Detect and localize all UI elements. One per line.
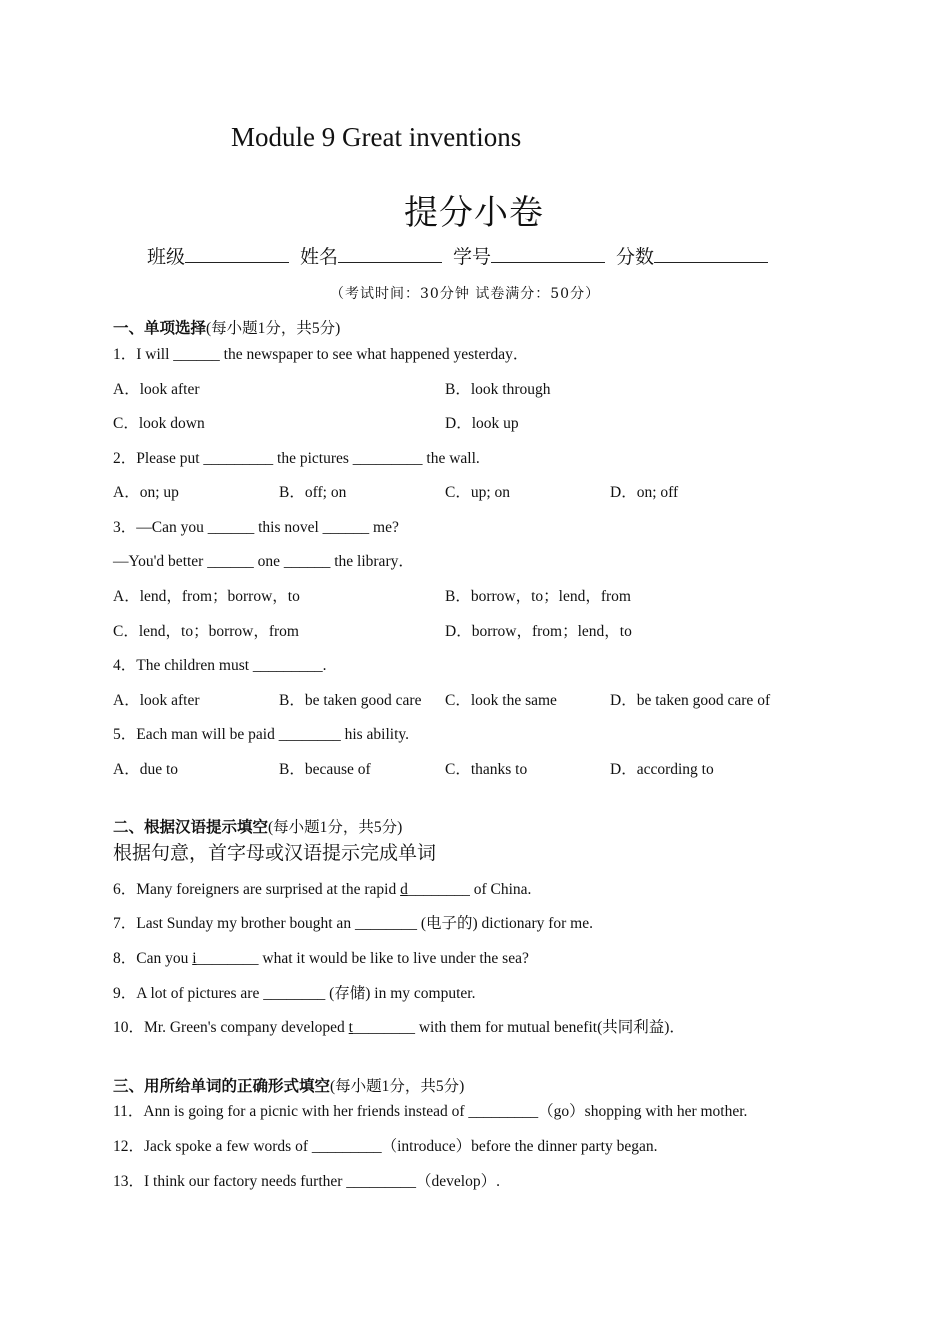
- q3-option-b: B．borrow，to；lend，from: [445, 588, 631, 605]
- q2-option-b: B．off; on: [279, 484, 347, 501]
- question-6-post: ________ of China.: [407, 881, 532, 898]
- question-6-pre: 6．Many foreigners are surprised at the rapid: [113, 881, 401, 898]
- section-2-heading: [113, 815, 402, 837]
- q4-option-d: D．be taken good care of: [610, 692, 771, 709]
- question-2: 2．Please put _________ the pictures _________ the wall.: [113, 450, 480, 467]
- number-blank: [491, 244, 605, 263]
- q1-option-a: A．look after: [113, 381, 200, 398]
- score-blank: [654, 244, 768, 263]
- number-label: 学号: [453, 246, 492, 268]
- name-field: [300, 242, 442, 269]
- section-2-points: (每小题1分，共5分): [268, 819, 403, 836]
- exam-note: （考试时间：30分钟 试卷满分：50分）: [330, 286, 601, 302]
- q4-option-a: A．look after: [113, 692, 200, 709]
- name-blank: [338, 244, 442, 263]
- question-6-letter: d: [400, 881, 408, 898]
- question-10-post: ________ with them for mutual benefit(共同利益)．: [352, 1019, 685, 1036]
- section-1-heading: [113, 316, 340, 338]
- question-10-letter: t: [348, 1019, 353, 1036]
- question-7: 7．Last Sunday my brother bought an ________ (电子的) dictionary for me.: [113, 915, 593, 932]
- question-10: [113, 1015, 685, 1037]
- question-8-post: ________ what it would be like to live under the sea?: [196, 950, 529, 967]
- q4-option-c: C．look the same: [445, 692, 557, 709]
- q5-option-c: C．thanks to: [445, 761, 528, 778]
- section-2-title: 二、根据汉语提示填空: [113, 818, 269, 836]
- q3-option-d: D．borrow，from；lend，to: [445, 623, 632, 640]
- score-field: [616, 242, 768, 269]
- question-1: 1．I will ______ the newspaper to see what happened yesterday．: [113, 346, 529, 363]
- section-2-instruction: 根据句意，首字母或汉语提示完成单词: [113, 842, 437, 864]
- section-3-heading: [113, 1074, 464, 1096]
- section-1-points: (每小题1分，共5分): [206, 320, 341, 337]
- q5-option-a: A．due to: [113, 761, 179, 778]
- question-9: 9．A lot of pictures are ________ (存储) in my computer.: [113, 985, 476, 1002]
- class-field: [147, 242, 289, 269]
- q1-option-c: C．look down: [113, 415, 205, 432]
- name-label: 姓名: [300, 246, 339, 268]
- question-5: 5．Each man will be paid ________ his ability.: [113, 726, 410, 743]
- number-field: [453, 242, 605, 269]
- question-6: [113, 877, 531, 899]
- document-subtitle: 提分小卷: [404, 193, 544, 233]
- q2-option-d: D．on; off: [610, 484, 679, 501]
- question-8: [113, 946, 529, 968]
- question-4: 4．The children must _________.: [113, 657, 327, 674]
- section-3-points: (每小题1分，共5分): [330, 1078, 465, 1095]
- q3-option-a: A．lend，from；borrow，to: [113, 588, 300, 605]
- question-12: 12．Jack spoke a few words of _________（introduce）before the dinner party began.: [113, 1138, 658, 1155]
- section-1-title: 一、单项选择: [113, 319, 207, 337]
- question-10-pre: 10．Mr. Green's company developed: [113, 1019, 349, 1036]
- question-3: 3．—Can you ______ this novel ______ me?: [113, 519, 399, 536]
- question-13: 13．I think our factory needs further _________（develop）.: [113, 1173, 500, 1190]
- q5-option-b: B．because of: [279, 761, 371, 778]
- question-8-pre: 8．Can you: [113, 950, 193, 967]
- q2-option-c: C．up; on: [445, 484, 511, 501]
- q4-option-b: B．be taken good care: [279, 692, 422, 709]
- question-11: 11．Ann is going for a picnic with her friends instead of _________（go）shopping with her mother.: [113, 1103, 748, 1120]
- class-blank: [185, 244, 289, 263]
- q1-option-d: D．look up: [445, 415, 519, 432]
- q5-option-d: D．according to: [610, 761, 714, 778]
- score-label: 分数: [616, 246, 655, 268]
- q2-option-a: A．on; up: [113, 484, 179, 501]
- class-label: 班级: [147, 246, 186, 268]
- question-8-letter: i: [192, 950, 197, 967]
- section-3-title: 三、用所给单词的正确形式填空: [113, 1077, 331, 1095]
- q1-option-b: B．look through: [445, 381, 551, 398]
- q3-option-c: C．lend，to；borrow，from: [113, 623, 299, 640]
- document-title: Module 9 Great inventions: [231, 122, 522, 152]
- question-3-reply: —You'd better ______ one ______ the library．: [113, 553, 414, 570]
